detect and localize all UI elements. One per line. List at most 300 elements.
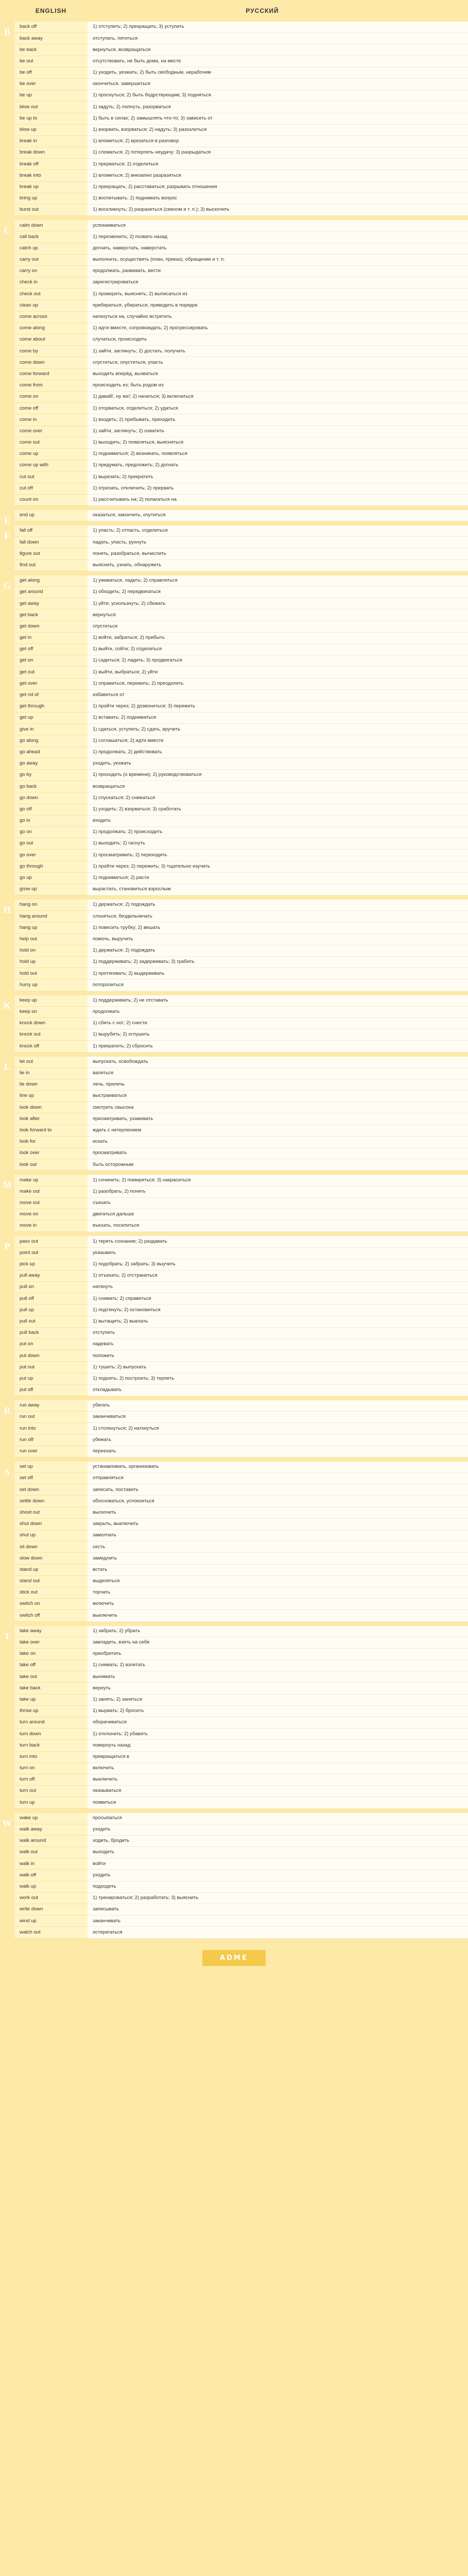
english-verb: walk off: [14, 1870, 88, 1881]
table-row: [14, 380, 468, 392]
english-verb: call back: [14, 231, 88, 243]
english-verb: turn off: [14, 1774, 88, 1786]
russian-translation: 1) уживаться, ладить; 2) справляться: [88, 575, 468, 587]
table-row: [14, 1797, 468, 1808]
section-rows: [14, 1813, 468, 1939]
russian-translation: ждать с нетерпением: [88, 1125, 468, 1137]
russian-translation: 1) тренироваться; 2) разработать; 3) выяснить: [88, 1893, 468, 1904]
english-verb: go along: [14, 735, 88, 747]
english-verb: go down: [14, 792, 88, 804]
letter-section: [0, 1175, 468, 1232]
table-row: [14, 957, 468, 968]
section-letter: H: [3, 905, 11, 916]
table-row: [14, 995, 468, 1007]
english-verb: settle down: [14, 1496, 88, 1507]
english-verb: put down: [14, 1350, 88, 1362]
russian-translation: просматривать: [88, 1148, 468, 1159]
russian-translation: 1) столкнуться; 2) наткнуться: [88, 1423, 468, 1434]
russian-translation: 1) зайти, заглянуть; 2) достать, получить: [88, 346, 468, 357]
russian-translation: наткнуться на, случайно встретить: [88, 312, 468, 323]
sections-container: [0, 22, 468, 1943]
table-row: [14, 1649, 468, 1660]
letter-column: [0, 1813, 14, 1939]
letter-column: [0, 995, 14, 1053]
section-rows: [14, 995, 468, 1053]
english-verb: stick out: [14, 1587, 88, 1599]
section-rows: [14, 1626, 468, 1809]
russian-translation: натянуть: [88, 1282, 468, 1293]
section-letter: E: [4, 515, 10, 526]
english-verb: turn out: [14, 1786, 88, 1797]
table-row: [14, 979, 468, 991]
table-row: [14, 90, 468, 101]
russian-translation: 1) уходить, уезжать; 2) быть свободным, нерабочим: [88, 67, 468, 79]
column-header-english: ENGLISH: [35, 7, 67, 14]
russian-translation: догнать, наверстать, наверстать: [88, 243, 468, 255]
russian-translation: 1) выходить; 2) гаснуть: [88, 838, 468, 850]
section-rows: [14, 220, 468, 506]
russian-translation: 1) подтянуть; 2) остановиться: [88, 1304, 468, 1316]
table-row: [14, 426, 468, 437]
table-row: [14, 1148, 468, 1159]
english-verb: cut off: [14, 483, 88, 495]
section-letter: P: [4, 1241, 10, 1252]
english-verb: burst out: [14, 205, 88, 216]
table-row: [14, 747, 468, 758]
english-verb: break off: [14, 159, 88, 170]
section-gap: [0, 1622, 468, 1626]
english-verb: pick up: [14, 1259, 88, 1270]
russian-translation: выходить: [88, 1847, 468, 1858]
russian-translation: 1) рассчитывать на; 2) полагаться на: [88, 495, 468, 506]
english-verb: get down: [14, 621, 88, 633]
english-verb: walk out: [14, 1847, 88, 1858]
english-verb: grow up: [14, 884, 88, 895]
russian-translation: записать, поставить: [88, 1484, 468, 1496]
table-row: [14, 1091, 468, 1102]
table-row: [14, 44, 468, 56]
table-row: [14, 1740, 468, 1751]
table-row: [14, 922, 468, 934]
russian-translation: вернуться: [88, 609, 468, 621]
english-verb: keep up: [14, 995, 88, 1007]
english-verb: shut down: [14, 1519, 88, 1530]
table-row: [14, 758, 468, 770]
english-verb: knock down: [14, 1018, 88, 1029]
table-row: [14, 1927, 468, 1938]
russian-translation: 1) войти, забраться; 2) прибыть: [88, 633, 468, 644]
table-row: [14, 884, 468, 895]
section-letter: G: [3, 580, 11, 591]
table-row: [14, 587, 468, 598]
table-row: [14, 1187, 468, 1198]
table-row: [14, 1113, 468, 1125]
table-row: [14, 1137, 468, 1148]
section-gap: [0, 1458, 468, 1462]
table-row: [14, 33, 468, 44]
table-row: [14, 1599, 468, 1610]
english-verb: move on: [14, 1209, 88, 1221]
table-row: [14, 1304, 468, 1316]
russian-translation: 1) поддерживать; 2) не отставать: [88, 995, 468, 1007]
english-verb: throw up: [14, 1706, 88, 1717]
section-gap: [0, 991, 468, 995]
russian-translation: уходить: [88, 1870, 468, 1881]
russian-translation: включить: [88, 1763, 468, 1774]
russian-translation: 1) поддерживать; 2) задерживать; 3) грабить: [88, 957, 468, 968]
table-row: [14, 1706, 468, 1717]
english-verb: come over: [14, 426, 88, 437]
table-row: [14, 792, 468, 804]
russian-translation: войти: [88, 1858, 468, 1870]
english-verb: switch on: [14, 1599, 88, 1610]
english-verb: calm down: [14, 220, 88, 231]
table-row: [14, 644, 468, 655]
table-row: [14, 414, 468, 426]
table-row: [14, 22, 468, 33]
russian-translation: 1) сломаться; 2) потерпеть неудачу; 3) разрыдаться: [88, 147, 468, 159]
russian-translation: убегать: [88, 1400, 468, 1412]
russian-translation: 1) быть в силах; 2) замышлять что-то; 3) зависеть от: [88, 113, 468, 125]
english-verb: fall down: [14, 537, 88, 548]
english-verb: get in: [14, 633, 88, 644]
section-letter: F: [4, 531, 10, 541]
russian-translation: 1) разобрать; 2) понять: [88, 1187, 468, 1198]
russian-translation: отсутствовать, не быть дома, на месте: [88, 56, 468, 67]
letter-column: [0, 1400, 14, 1458]
russian-translation: надевать: [88, 1339, 468, 1350]
letter-column: [0, 510, 14, 526]
section-letter: B: [4, 27, 10, 37]
table-row: [14, 598, 468, 609]
letter-section: [0, 1236, 468, 1396]
english-verb: run over: [14, 1446, 88, 1458]
english-verb: walk in: [14, 1858, 88, 1870]
english-verb: go by: [14, 770, 88, 781]
russian-translation: вернуться, возвращаться: [88, 44, 468, 56]
russian-translation: съехать: [88, 1198, 468, 1209]
section-gap: [0, 1171, 468, 1175]
table-row: [14, 1565, 468, 1576]
russian-translation: 1) тушить; 2) выпускать: [88, 1362, 468, 1373]
table-row: [14, 1576, 468, 1587]
table-row: [14, 1412, 468, 1423]
russian-translation: зарегистрироваться: [88, 277, 468, 289]
table-row: [14, 900, 468, 911]
english-verb: knock off: [14, 1041, 88, 1052]
english-verb: switch off: [14, 1610, 88, 1621]
table-row: [14, 1270, 468, 1282]
table-row: [14, 147, 468, 159]
english-verb: look down: [14, 1102, 88, 1113]
table-row: [14, 1870, 468, 1881]
russian-translation: 1) вставать; 2) подниматься: [88, 713, 468, 724]
english-verb: be over: [14, 79, 88, 90]
english-verb: carry out: [14, 255, 88, 266]
section-rows: [14, 1175, 468, 1232]
russian-translation: вырастать, становиться взрослым: [88, 884, 468, 895]
english-verb: take over: [14, 1637, 88, 1649]
table-row: [14, 816, 468, 827]
english-verb: check out: [14, 289, 88, 300]
russian-translation: валяться: [88, 1068, 468, 1079]
letter-section: [0, 995, 468, 1053]
table-row: [14, 560, 468, 571]
russian-translation: 1) уходить; 2) взорваться; 3) сработать: [88, 804, 468, 816]
table-row: [14, 182, 468, 193]
russian-translation: 1) вломиться; 2) врезаться в разговор: [88, 136, 468, 147]
english-verb: be up: [14, 90, 88, 101]
table-row: [14, 312, 468, 323]
russian-translation: выпускать, освобождать: [88, 1057, 468, 1068]
russian-translation: 1) оправиться, пережить; 2) преодолеть: [88, 679, 468, 690]
russian-translation: убежать: [88, 1435, 468, 1446]
russian-translation: подходить: [88, 1882, 468, 1893]
table-row: [14, 850, 468, 861]
table-row: [14, 609, 468, 621]
table-row: [14, 1847, 468, 1858]
english-verb: give in: [14, 724, 88, 735]
section-rows: [14, 510, 468, 521]
english-verb: lie in: [14, 1068, 88, 1079]
russian-translation: избавиться от: [88, 690, 468, 701]
table-row: [14, 1752, 468, 1763]
english-verb: come up with: [14, 460, 88, 471]
english-verb: run off: [14, 1435, 88, 1446]
russian-translation: уходить, уезжать: [88, 758, 468, 770]
english-verb: take away: [14, 1626, 88, 1637]
table-row: [14, 67, 468, 79]
english-verb: go over: [14, 850, 88, 861]
table-row: [14, 1339, 468, 1350]
russian-translation: обосноваться, успокоиться: [88, 1496, 468, 1507]
table-row: [14, 1018, 468, 1029]
russian-translation: падать, упасть, рухнуть: [88, 537, 468, 548]
english-verb: set down: [14, 1484, 88, 1496]
english-verb: put up: [14, 1374, 88, 1385]
russian-translation: 1) садиться; 2) ладить; 3) продвигаться: [88, 655, 468, 667]
english-verb: hang on: [14, 900, 88, 911]
russian-translation: выстраиваться: [88, 1091, 468, 1102]
russian-translation: случаться, происходить: [88, 334, 468, 346]
section-rows: [14, 1236, 468, 1396]
russian-translation: 1) вырвать; 2) бросить: [88, 1706, 468, 1717]
russian-translation: ходить, бродить: [88, 1836, 468, 1847]
russian-translation: 1) спускаться; 2) снижаться: [88, 792, 468, 804]
table-row: [14, 1435, 468, 1446]
section-letter: M: [3, 1180, 12, 1191]
russian-translation: искать: [88, 1137, 468, 1148]
section-rows: [14, 1462, 468, 1622]
english-verb: come down: [14, 357, 88, 368]
english-verb: come in: [14, 414, 88, 426]
russian-translation: отступать, пятиться: [88, 33, 468, 44]
russian-translation: 1) сочинить; 2) помириться; 3) накраситься: [88, 1175, 468, 1186]
section-letter: S: [4, 1466, 10, 1477]
table-row: [14, 690, 468, 701]
table-row: [14, 781, 468, 792]
english-verb: go ahead: [14, 747, 88, 758]
table-row: [14, 968, 468, 979]
russian-translation: выключить: [88, 1774, 468, 1786]
table-row: [14, 934, 468, 945]
english-verb: get around: [14, 587, 88, 598]
table-row: [14, 471, 468, 483]
section-gap: [0, 1232, 468, 1236]
russian-translation: 1) проходить (о времени); 2) руководствоваться: [88, 770, 468, 781]
letter-section: [0, 22, 468, 216]
russian-translation: вернуть: [88, 1683, 468, 1694]
table-row: [14, 1484, 468, 1496]
russian-translation: просыпаться: [88, 1813, 468, 1824]
russian-translation: продолжать, развивать, вести: [88, 266, 468, 277]
russian-translation: 1) перезвонить; 2) позвать назад: [88, 231, 468, 243]
russian-translation: 1) взорвать, взорваться; 2) надуть; 3) разозлиться: [88, 125, 468, 136]
russian-translation: 1) занять; 2) заняться: [88, 1694, 468, 1706]
english-verb: point out: [14, 1248, 88, 1259]
letter-section: [0, 1057, 468, 1171]
russian-translation: успокаиваться: [88, 220, 468, 231]
table-row: [14, 510, 468, 521]
table-row: [14, 827, 468, 838]
english-verb: pull out: [14, 1316, 88, 1328]
english-verb: go out: [14, 838, 88, 850]
table-row: [14, 1423, 468, 1434]
letter-section: [0, 1400, 468, 1458]
table-row: [14, 193, 468, 205]
section-gap: [0, 1396, 468, 1400]
table-row: [14, 1102, 468, 1113]
letter-column: [0, 900, 14, 991]
table-row: [14, 621, 468, 633]
table-row: [14, 1637, 468, 1649]
english-verb: go back: [14, 781, 88, 792]
russian-translation: 1) снимать; 2) взлетать: [88, 1660, 468, 1671]
english-verb: figure out: [14, 548, 88, 560]
english-verb: walk up: [14, 1882, 88, 1893]
english-verb: run out: [14, 1412, 88, 1423]
russian-translation: 1) проснуться; 2) быть бодрствующим; 3) подняться: [88, 90, 468, 101]
english-verb: get through: [14, 701, 88, 713]
english-verb: make up: [14, 1175, 88, 1186]
russian-translation: возвращаться: [88, 781, 468, 792]
russian-translation: вынимать: [88, 1671, 468, 1683]
english-verb: go off: [14, 804, 88, 816]
section-letter: C: [4, 225, 11, 236]
table-row: [14, 1041, 468, 1052]
russian-translation: входить: [88, 816, 468, 827]
table-row: [14, 633, 468, 644]
table-row: [14, 548, 468, 560]
english-verb: sit down: [14, 1541, 88, 1553]
russian-translation: 1) оторваться, отделиться; 2) удаться: [88, 403, 468, 414]
russian-translation: присматривать, ухаживать: [88, 1113, 468, 1125]
russian-translation: окончиться, завершиться: [88, 79, 468, 90]
table-row: [14, 1462, 468, 1473]
english-verb: be off: [14, 67, 88, 79]
table-row: [14, 1198, 468, 1209]
english-verb: look out: [14, 1159, 88, 1171]
english-verb: look after: [14, 1113, 88, 1125]
section-letter: K: [3, 1000, 11, 1011]
table-row: [14, 526, 468, 537]
english-verb: line up: [14, 1091, 88, 1102]
english-verb: be up to: [14, 113, 88, 125]
english-verb: blow up: [14, 125, 88, 136]
table-row: [14, 1836, 468, 1847]
table-row: [14, 1763, 468, 1774]
english-verb: turn on: [14, 1763, 88, 1774]
russian-translation: указывать: [88, 1248, 468, 1259]
russian-translation: 1) идти вместе, сопровождать; 2) прогрессировать: [88, 323, 468, 334]
english-verb: get on: [14, 655, 88, 667]
russian-translation: выходить вперёд, вызваться: [88, 369, 468, 380]
table-row: [14, 1221, 468, 1232]
russian-translation: остерегаться: [88, 1927, 468, 1938]
english-verb: pass out: [14, 1236, 88, 1247]
russian-translation: переехать: [88, 1446, 468, 1458]
table-row: [14, 1587, 468, 1599]
table-row: [14, 537, 468, 548]
english-verb: hurry up: [14, 979, 88, 991]
table-row: [14, 113, 468, 125]
section-letter: R: [4, 1405, 11, 1416]
english-verb: hang around: [14, 911, 88, 922]
table-row: [14, 1007, 468, 1018]
english-verb: carry on: [14, 266, 88, 277]
russian-translation: откладывать: [88, 1385, 468, 1396]
section-gap: [0, 1939, 468, 1943]
english-verb: set off: [14, 1473, 88, 1484]
english-verb: take out: [14, 1671, 88, 1683]
english-verb: walk around: [14, 1836, 88, 1847]
russian-translation: 1) вырубить; 2) оглушить: [88, 1029, 468, 1041]
table-row: [14, 1507, 468, 1519]
russian-translation: въехать, поселиться: [88, 1221, 468, 1232]
russian-translation: 1) сбить с ног; 2) снести: [88, 1018, 468, 1029]
section-gap: [0, 216, 468, 220]
table-row: [14, 1446, 468, 1458]
russian-translation: 1) протягивать; 2) выдерживать: [88, 968, 468, 979]
table-row: [14, 323, 468, 334]
russian-translation: торчать: [88, 1587, 468, 1599]
english-verb: put on: [14, 1339, 88, 1350]
russian-translation: 1) входить; 2) прибывать, приходить: [88, 414, 468, 426]
russian-translation: 1) придумать, предложить; 2) догнать: [88, 460, 468, 471]
english-verb: pull off: [14, 1293, 88, 1304]
letter-section: [0, 526, 468, 571]
english-verb: get up: [14, 713, 88, 724]
russian-translation: продолжать: [88, 1007, 468, 1018]
russian-translation: 1) поднять; 2) построить; 3) терпеть: [88, 1374, 468, 1385]
table-row: [14, 449, 468, 460]
english-verb: run away: [14, 1400, 88, 1412]
table-row: [14, 243, 468, 255]
russian-translation: 1) забрать; 2) убрать: [88, 1626, 468, 1637]
english-verb: wake up: [14, 1813, 88, 1824]
section-gap: [0, 895, 468, 900]
table-row: [14, 1400, 468, 1412]
table-row: [14, 1541, 468, 1553]
english-verb: hold on: [14, 945, 88, 957]
english-verb: come about: [14, 334, 88, 346]
russian-translation: положить: [88, 1350, 468, 1362]
english-verb: let out: [14, 1057, 88, 1068]
russian-translation: 1) выйти, выбраться; 2) уйти: [88, 667, 468, 678]
english-verb: knock out: [14, 1029, 88, 1041]
table-row: [14, 861, 468, 873]
table-row: [14, 911, 468, 922]
